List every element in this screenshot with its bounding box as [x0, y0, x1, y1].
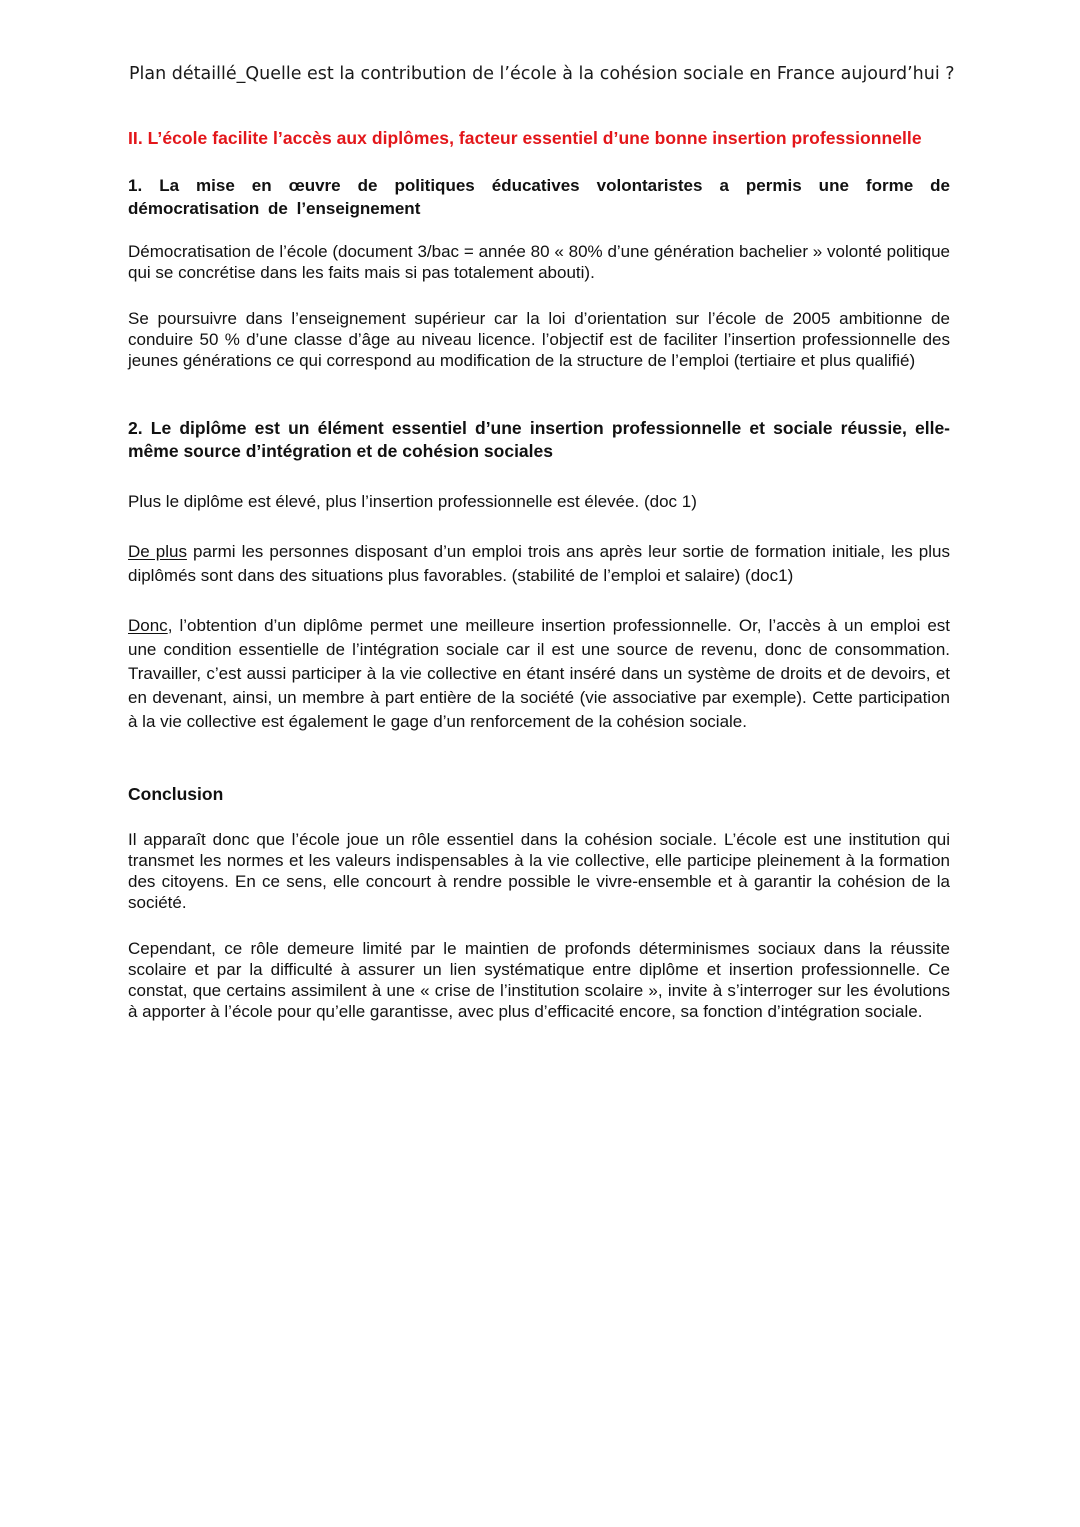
subtitle-1: 1. La mise en œuvre de politiques éducatives volontaristes a permis une forme de démocratisation de l’enseignement [128, 176, 950, 218]
paragraph-4 [128, 540, 950, 588]
conclusion-paragraph-2: Cependant, ce rôle demeure limité par le maintien de profonds déterminismes sociaux dans la réussite scolaire et par la difficulté à assurer un lien systématique entre diplôme et insertion professionnelle. Ce constat, que certains assimilent à une « crise de l’institution scolaire », invite à s’interroger sur les évolutions à apporter à l’école pour qu’elle garantisse, avec plus d’efficacité encore, sa fonction d’intégration sociale. [128, 939, 950, 1021]
paragraph-4-lead: De plus [128, 542, 187, 561]
paragraph-5 [128, 614, 950, 734]
conclusion-heading: Conclusion [128, 784, 224, 804]
paragraph-1: Démocratisation de l’école (document 3/bac = année 80 « 80% d’une génération bachelier » volonté politique qui se concrétise dans les faits mais si pas totalement abouti). [128, 242, 950, 282]
paragraph-5-lead: Donc [128, 616, 168, 635]
section-title: II. L’école facilite l’accès aux diplômes, facteur essentiel d’une bonne insertion professionnelle [128, 128, 922, 148]
paragraph-2: Se poursuivre dans l’enseignement supérieur car la loi d’orientation sur l’école de 2005 ambitionne de conduire 50 % d’une classe d’âge au niveau licence. l’objectif est de faciliter l’insertion professionnelle des jeunes générations ce qui correspond au modification de la structure de l’emploi (tertiaire et plus qualifié) [128, 309, 950, 370]
subtitle-2: 2. Le diplôme est un élément essentiel d’une insertion professionnelle et sociale réussie, elle-même source d’intégration et de cohésion sociales [128, 418, 950, 461]
paragraph-3: Plus le diplôme est élevé, plus l’insertion professionnelle est élevée. (doc 1) [128, 492, 697, 511]
document-header: Plan détaillé_Quelle est la contribution de l’école à la cohésion sociale en France aujourd’hui ? [129, 64, 955, 84]
paragraph-5-rest: , l’obtention d’un diplôme permet une meilleure insertion professionnelle. Or, l’accès à un emploi est une condition essentielle de l’intégration sociale car il est une source de revenu, donc de consommation. Travailler, c’est aussi participer à la vie collective en étant inséré dans un système de droits et de devoirs, et en devenant, ainsi, un membre à part entière de la société (vie associative par exemple). Cette participation à la vie collective est également le gage d’un renforcement de la cohésion sociale. [128, 616, 950, 731]
conclusion-paragraph-1: Il apparaît donc que l’école joue un rôle essentiel dans la cohésion sociale. L’école est une institution qui transmet les normes et les valeurs indispensables à la vie collective, elle participe pleinement à la formation des citoyens. En ce sens, elle concourt à rendre possible le vivre-ensemble et à garantir la cohésion de la société. [128, 830, 950, 912]
paragraph-4-rest: parmi les personnes disposant d’un emploi trois ans après leur sortie de formation initiale, les plus diplômés sont dans des situations plus favorables. (stabilité de l’emploi et salaire) (doc1) [128, 542, 950, 585]
